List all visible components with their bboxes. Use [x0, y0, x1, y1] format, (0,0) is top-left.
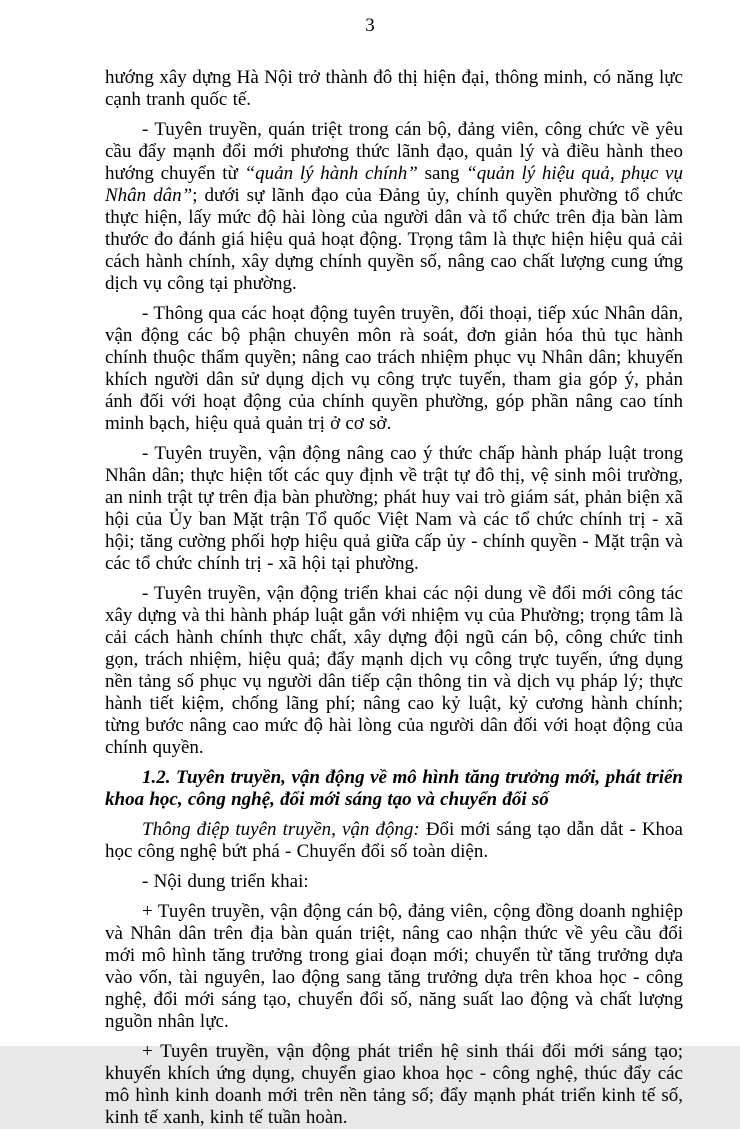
paragraph-y-thuc-phap-luat: - Tuyên truyền, vận động nâng cao ý thức chấp hành pháp luật trong Nhân dân; thực hiện tốt các quy định về trật tự đô thị, vệ sinh môi trường, an ninh trật tự trên địa bàn phường; phát huy vai trò giám sát, phản biện xã hội của Ủy ban Mặt trận Tổ quốc Việt Nam và các tổ chức chính trị - xã hội; tăng cường phối hợp hiệu quả giữa cấp ủy - chính quyền - Mặt trận và các tổ chức chính trị - xã hội tại phường. [105, 443, 683, 574]
paragraph-thong-diep: Thông điệp tuyên truyền, vận động: Đổi mới sáng tạo dẫn dắt - Khoa học công nghệ bứt phá - Chuyển đổi số toàn diện. [105, 819, 683, 862]
paragraph-doi-moi-mo-hinh-tang-truong: + Tuyên truyền, vận động cán bộ, đảng viên, cộng đồng doanh nghiệp và Nhân dân trên địa bàn quán triệt, nâng cao nhận thức về yêu cầu đổi mới mô hình tăng trưởng trong giai đoạn mới; chuyển từ tăng trưởng dựa vào vốn, tài nguyên, lao động sang tăng trưởng dựa trên khoa học - công nghệ, đổi mới sáng tạo, chuyển đổi số, năng suất lao động và chất lượng nguồn nhân lực. [105, 901, 683, 1032]
paragraph-he-sinh-thai-doi-moi: + Tuyên truyền, vận động phát triển hệ sinh thái đổi mới sáng tạo; khuyến khích ứng dụng, chuyển giao khoa học - công nghệ, thúc đẩy các mô hình kinh doanh mới trên nền tảng số; đẩy mạnh phát triển kinh tế số, kinh tế xanh, kinh tế tuần hoàn. [105, 1041, 683, 1128]
paragraph-tuyen-truyen-quan-triet: - Tuyên truyền, quán triệt trong cán bộ, đảng viên, công chức về yêu cầu đẩy mạnh đổi mới phương thức lãnh đạo, quản lý và điều hành theo hướng chuyển từ “quản lý hành chính” sang “quản lý hiệu quả, phục vụ Nhân dân”; dưới sự lãnh đạo của Đảng ủy, chính quyền phường tổ chức thực hiện, lấy mức độ hài lòng của người dân và tổ chức trên địa bàn làm thước đo đánh giá hiệu quả hoạt động. Trọng tâm là thực hiện hiệu quả cải cách hành chính, xây dựng chính quyền số, nâng cao chất lượng cung ứng dịch vụ công tại phường. [105, 119, 683, 294]
document-body [0, 67, 740, 1129]
paragraph-trien-khai-noi-dung: - Tuyên truyền, vận động triển khai các nội dung về đổi mới công tác xây dựng và thi hành pháp luật gắn với nhiệm vụ của Phường; trọng tâm là cải cách hành chính thực chất, xây dựng đội ngũ cán bộ, công chức tinh gọn, trách nhiệm, hiệu quả; đẩy mạnh dịch vụ công trực tuyến, ứng dụng nền tảng số phục vụ người dân tiếp cận thông tin và dịch vụ pháp lý; thực hành tiết kiệm, chống lãng phí; nâng cao kỷ luật, kỷ cương hành chính; từng bước nâng cao mức độ hài lòng của người dân đối với hoạt động của chính quyền. [105, 583, 683, 758]
section-heading-1-2: 1.2. Tuyên truyền, vận động về mô hình tăng trưởng mới, phát triển khoa học, công nghệ, đổi mới sáng tạo và chuyển đổi số [105, 767, 683, 810]
paragraph-noi-dung-trien-khai: - Nội dung triển khai: [142, 871, 309, 892]
page-number: 3 [365, 15, 375, 36]
paragraph-thong-qua-hoat-dong: - Thông qua các hoạt động tuyên truyền, đối thoại, tiếp xúc Nhân dân, vận động các bộ phận chuyên môn rà soát, đơn giản hóa thủ tục hành chính thuộc thẩm quyền; nâng cao trách nhiệm phục vụ Nhân dân; khuyến khích người dân sử dụng dịch vụ công trực tuyến, tham gia góp ý, phản ánh đối với hoạt động của chính quyền phường, góp phần nâng cao tính minh bạch, hiệu quả quản trị ở cơ sở. [105, 303, 683, 434]
paragraph-continuation: hướng xây dựng Hà Nội trở thành đô thị hiện đại, thông minh, có năng lực cạnh tranh quốc tế. [105, 67, 683, 110]
